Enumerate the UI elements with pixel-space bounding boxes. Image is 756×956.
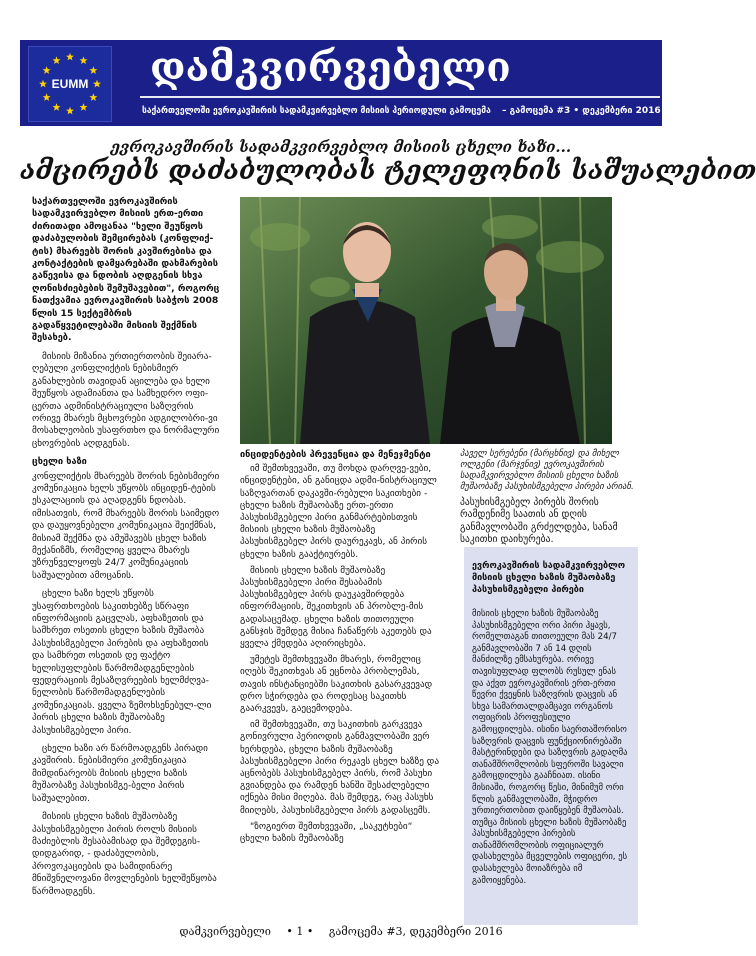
masthead-subtitle: საქართველოში ევროკავშირის სადამკვირვებლო მისიის პერიოდული გამოცემა — [142, 106, 491, 116]
masthead-title: დამკვირვებელი — [150, 44, 511, 91]
body-paragraph: იმ შემთხვევაში, თუ საკითხის გარკვევა გონივრული პერიოდის განმავლობაში ვერ ხერხდება, ცხელი ხაზის მუშაობაზე პასუხისმგებელი პირი რეკავს ცხელ ხაზზე და აცნობებს პასუხისმგებელ პირს, რომ პასუხი გვიანდება და რამდენ ხანში შესაძლებელი იქნება მისი მიღება. მას შემდეგ, რაც პასუხს მიიღებს, პასუხისმგებელი პირს გადასცემს. — [240, 719, 439, 816]
star-icon — [80, 56, 88, 64]
lead-paragraph: საქართველოში ევროკავშირის სადამკვირვებლო მისიის ერთ-ერთი ძირითადი ამოცანაა "ხელი შეუწყოს დაძაბულობის შემცირებას (კონფლიქ-ტის) მხარეებს შორის კავშირებისა და კონტაქტების დამყარებაში დახმარების გაწევისა და ნდობის აღდგენის სხვა ღონისძიებების შემუშავებით", როგორც ნათქვამია ევროკავშირის საბჭოს 2008 წლის 15 სექტემბრის გადაწყვეტილებაში მისიის შექმნის შესახებ. — [32, 196, 220, 344]
left-column — [32, 196, 222, 904]
footer-issue: გამოცემა #3, დეკემბერი 2016 — [328, 925, 503, 938]
footer-page-number: • 1 • — [286, 925, 314, 938]
page-footer — [20, 925, 662, 938]
star-icon — [43, 66, 51, 74]
section-heading: ცხელი ხაზი — [32, 456, 87, 468]
article-photo — [240, 197, 612, 444]
body-paragraph: "ზოგიერთ შემთხვევაში, „საკუტხები“ ცხელი ხაზის მუშაობაზე — [240, 820, 413, 845]
star-icon — [89, 93, 97, 101]
sidebar-body: მისიის ცხელი ხაზის მუშაობაზე პასუხისმგებელი ორი პირი ჰყავს, რომელთაგან თითოეული მას 24/7 განმავლობაში 7 ან 14 დღის მანძილზე ემსახურება. ორივე თავისუფლად ფლობს რუსულ ენას და აქვთ ევროკავშირის ერთ-ერთი წევრი ქვეყნის საზღვრის დაცვის ან სხვა სამართალდამცავი ორგანოს ოფიცრის პროფესიული გამოცდილება. ისინი საერთაშორისო საზღვრის დაცვის ფუნქციონირებაში მასტერინდები და საზღვრის გადაღმა თანამშრომლობის სფეროში სავალი გამოცდილება გააჩნიათ. ისინი მისიაში, როგორც წესი, მინიმუმ ორი წლის განმავლობაში, მჭიდრო ურთიერთობით დაიწყებენ მუშაობას. თუმცა მისიის ცხელი ხაზის მუშაობაზე პასუხისმგებელი პირების თანამშრომლობის ოფიციალურ დასახელება მცველების ოფიცერი, ეს დასახელება მოიაზრება იმ გამოიყენება. — [472, 609, 628, 886]
body-paragraph: მისიის მიზანია ურთიერთობის შეიარა-ღებული კონფლიქტის ნებისმიერ განახლების თავიდან აცილება და ხელი შეუწყოს ადამიანთა და სამხედრო ოფი-ცერთა ადმინისტრაციული საზღვრის ორივე მხარეს მცხოვრები ადგილობრი-ვი მოსახლეობის უსაფრთხო და ნორმალური ცხოვრების აღდგენას. — [32, 350, 220, 449]
article-headline: ამცირებს დაძაბულობას ტელეფონის საშუალებით — [20, 156, 756, 186]
star-icon — [53, 103, 61, 111]
middle-column — [240, 449, 440, 849]
star-icon — [80, 103, 88, 111]
sidebar-title: ევროკავშირის სადამკვირვებლო მისიის ცხელი ხაზის მუშაობაზე პასუხისმგებელი პირები — [472, 561, 626, 595]
footer-publication-name: დამკვირვებელი — [179, 925, 271, 938]
star-icon — [43, 93, 51, 101]
body-paragraph: უმეტეს შემთხვევაში მხარეს, რომელიც იღებს შეკითხვას ან ეცნობა პრობლემას, თავის ინსტანციებში საკითხის გასარკვევად დრო სჭირდება და როდესაც საკითხს გაარკვევს, გაეცემოდება. — [240, 654, 433, 715]
masthead-divider — [140, 96, 660, 98]
photo-illustration — [240, 197, 612, 444]
star-icon — [66, 107, 74, 115]
masthead-band — [20, 40, 662, 126]
masthead-issue: – გამოცემა #3 • დეკემბერი 2016 — [502, 106, 661, 116]
body-paragraph: ცხელი ხაზი არ წარმოადგენს პირადი კავშირის. ნებისმიერი კომუნიკაცია მიმდინარეობს მისიის ცხელი ხაზის მუშაობაზე პასუხისმგე-ბელი პირის საშუალებით. — [32, 743, 208, 804]
logo-text: EUMM — [51, 77, 89, 91]
photo-caption: პაველ სერებენი (მარცხნივ) და მიხელ ოლგენი (მარჯვნივ) ევროკავშირის სადამკვირვებლო მისიის ცხელი ხაზის მუშაობაზე პასუხისმგებელი პირები არიან. — [460, 449, 634, 492]
sidebar-box — [464, 547, 638, 925]
body-paragraph: იმ შემთხვევაში, თუ მოხდა დარღვე-ვები, ინციდენტები, ან განიცდა ადმი-ნისტრაციულ საზღვართან დაკავში-რებული საკითხები - ცხელი ხაზის მუშაობაზე ერთ-ერთი პასუხისმგებელი პირი განმარტებისთვის მისიის ცხელი ხაზის მუშაობაზე პასუხისმგებელ პირს დაურეკავს, ან პირის ცხელი ხაზის გააქტიურებს. — [240, 463, 437, 560]
body-paragraph: კონფლიქტის მხარეებს შორის ნებისმიერი კომუნიკაცია ხელს უწყობს ინციდენ-ტების ესკალაციის და აღადგენს ნდობას. იმისათვის, რომ მხარეებს შორის საიმედო და დაუყოვნებელი კომუნიკაცია შეიქმნას, მისიამ შექმნა და ამუშავებს ცხელ ხაზის მექანიზმს, რომელიც ყველა მხარეს უზრუნველყოფს 24/7 კომუნიკაციის საშუალებით ამოცანის. — [32, 470, 220, 581]
body-paragraph: მისიის ცხელი ხაზის მუშაობაზე პასუხისმგებელი პირის როლს მისიის მაძიებლის შესაბამისად და შემდეგის-დიდგარიდ, - დაძაბულობის, პროვოკაციების და სამიდინარე მნიშვნელოვანი მოვლენების ხელშეწყობა წარმოადგენს. — [32, 811, 217, 897]
star-icon — [53, 56, 61, 64]
section-heading: ინციდენტების პრევენცია და მენეჯმენტი — [240, 449, 431, 460]
star-icon — [89, 66, 97, 74]
body-paragraph: მისიის ცხელი ხაზის მუშაობაზე პასუხისმგებელი პირი შესაბამის პასუხისმგებელ პირს დაუკავშირდება ინფორმაციის, შეკითხვის ან პრობლე-მის გადასაცემად. ცხელი ხაზის თითოეული განსჯის შემდეგ მისია ჩანაწერს აკეთებს და ყველა ქმედება აღირიცხება. — [240, 564, 432, 650]
star-icon — [66, 53, 74, 61]
article-kicker: ევროკავშირის სადამკვირვებლო მისიის ცხელი ხაზი... — [110, 138, 572, 156]
eu-flag-logo — [28, 46, 112, 122]
right-column-text: პასუხისმგებელ პირებს შორის რამდენიმე საათის ან დღის განმავლობაში გრძელდება, სანამ საკითხი დაიხურება. — [460, 497, 618, 546]
body-paragraph: ცხელი ხაზი ხელს უწყობს უსაფრთხოების საკითხებზე სწრაფი ინფორმაციის გაცვლას, აფხაზეთის და სამხრეთ ოსეთის ცხელი ხაზის მუშაობა პასუხისმგებელი პირების და აფხაზეთის და სამხრეთ ოსეთის დე ფაქტო ხელისუფლების წარმომადგენლების ფედერაციის მესაზღვრეების ხელმძღვა-ნელობის წარმომადგენლების კომუნიკაციას. ყველა ზემოხსენებულ-ლი პირის ცხელი ხაზის მუშაობაზე პასუხისმგებელი პირი. — [32, 588, 212, 736]
